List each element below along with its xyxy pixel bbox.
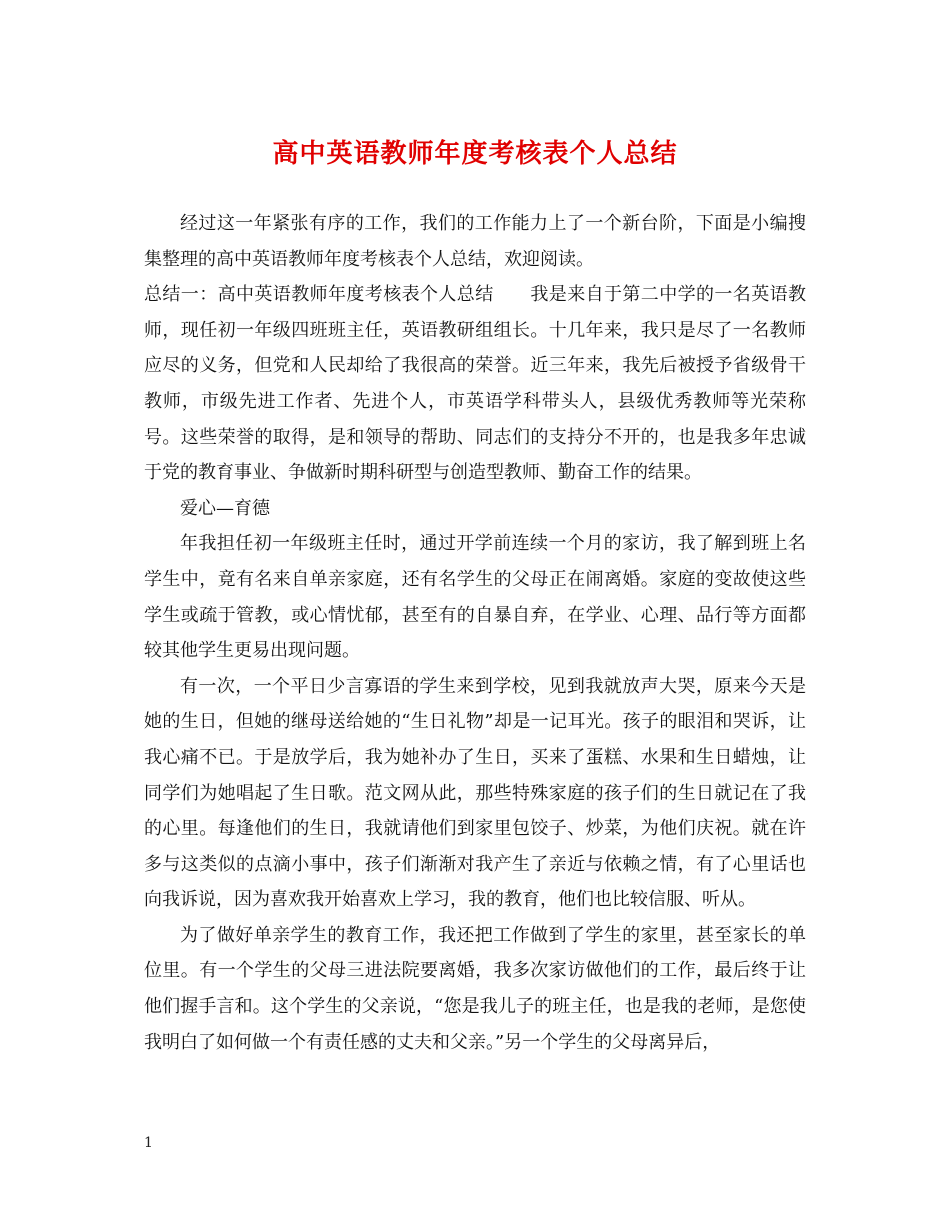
page-number: 1 xyxy=(144,1135,153,1151)
page-title: 高中英语教师年度考核表个人总结 xyxy=(272,139,678,169)
paragraph-parent-work: 为了做好单亲学生的教育工作，我还把工作做到了学生的家里，甚至家长的单位里。有一个学生的父母三进法院要离婚，我多次家访做他们的工作，最后终于让他们握手言和。这个学生的父亲说，“您是我儿子的班主任，也是我的老师，是您使我明白了如何做一个有责任感的丈夫和父亲。”另一个学生的父母离异后， xyxy=(144,924,806,1053)
document-body xyxy=(144,206,806,1060)
paragraph-summary-one: 总结一：高中英语教师年度考核表个人总结 我是来自于第二中学的一名英语教师，现任初一年级四班班主任，英语教研组组长。十几年来，我只是尽了一名教师应尽的义务，但党和人民却给了我很高的荣誉。近三年来，我先后被授予省级骨干教师，市级先进工作者、先进个人，市英语学科带头人，县级优秀教师等光荣称号。这些荣誉的取得，是和领导的帮助、同志们的支持分不开的，也是我多年忠诚于党的教育事业、争做新时期科研型与创造型教师、勤奋工作的结果。 xyxy=(144,284,806,484)
paragraph-intro: 经过这一年紧张有序的工作，我们的工作能力上了一个新台阶，下面是小编搜集整理的高中英语教师年度考核表个人总结，欢迎阅读。 xyxy=(144,213,806,270)
paragraph-birthday-story: 有一次，一个平日少言寡语的学生来到学校，见到我就放声大哭，原来今天是她的生日，但她的继母送给她的“生日礼物”却是一记耳光。孩子的眼泪和哭诉，让我心痛不已。于是放学后，我为她补办了生日，买来了蛋糕、水果和生日蜡烛，让同学们为她唱起了生日歌。范文网从此，那些特殊家庭的孩子们的生日就记在了我的心里。每逢他们的生日，我就请他们到家里包饺子、炒菜，为他们庆祝。就在许多与这类似的点滴小事中，孩子们渐渐对我产生了亲近与依赖之情，有了心里话也向我诉说，因为喜欢我开始喜欢上学习，我的教育，他们也比较信服、听从。 xyxy=(144,675,806,911)
paragraph-family-visits: 年我担任初一年级班主任时，通过开学前连续一个月的家访，我了解到班上名学生中，竟有名来自单亲家庭，还有名学生的父母正在闹离婚。家庭的变故使这些学生或疏于管教，或心情忧郁，甚至有的自暴自弃，在学业、心理、品行等方面都较其他学生更易出现问题。 xyxy=(144,533,806,662)
section-heading: 爱心—育德 xyxy=(180,497,270,519)
